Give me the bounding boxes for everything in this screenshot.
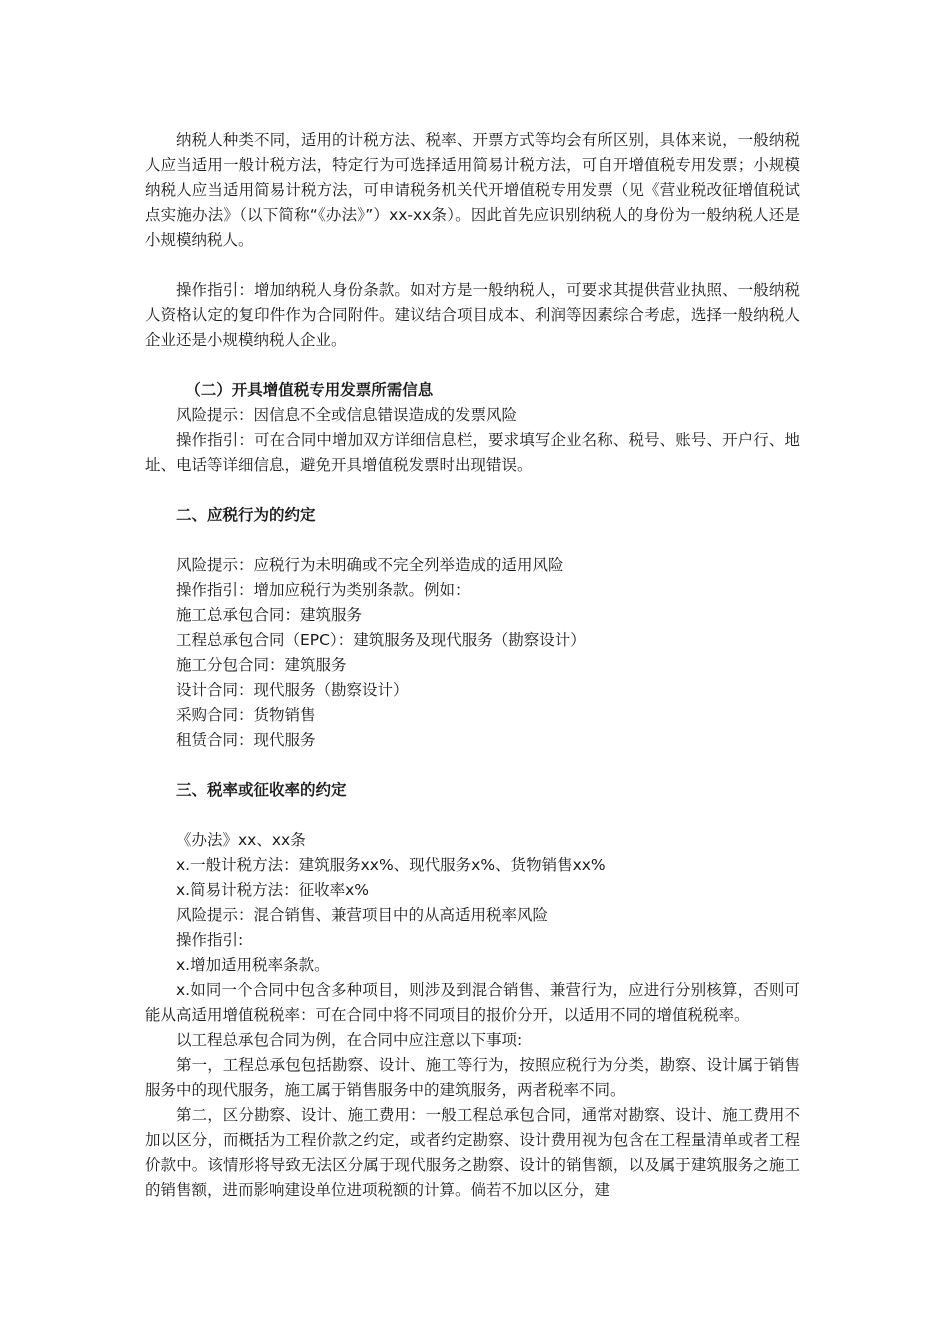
epc-example-intro: 以工程总承包合同为例，在合同中应注意以下事项:	[176, 1031, 523, 1049]
list-item: 工程总承包合同（EPC）：建筑服务及现代服务（勘察设计）	[176, 631, 586, 649]
identity-guide-paragraph: 操作指引：增加纳税人身份条款。如对方是一般纳税人，可要求其提供营业执照、一般纳税人资格认定的复印件作为合同附件。建议结合项目成本、利润等因素综合考虑，选择一般纳税人企业还是小规模纳税人企业。	[145, 281, 800, 349]
rate-guide-item: x.增加适用税率条款。	[176, 956, 330, 974]
list-item: 施工分包合同：建筑服务	[176, 656, 347, 674]
spacer	[145, 528, 800, 553]
spacer	[145, 253, 800, 278]
rate-reference-line: 《办法》xx、xx条	[176, 831, 306, 849]
intro-paragraph: 纳税人种类不同，适用的计税方法、税率、开票方式等均会有所区别，具体来说，一般纳税人应当适用一般计税方法，特定行为可选择适用简易计税方法，可自开增值税专用发票；小规模纳税人应当适用简易计税方法，可申请税务机关代开增值税专用发票（见《营业税改征增值税试点实施办法》（以下简称“《办法》”）xx-xx条）。因此首先应识别纳税人的身份为一般纳税人还是小规模纳税人。	[145, 131, 800, 249]
spacer	[145, 753, 800, 778]
list-item: 设计合同：现代服务（勘察设计）	[176, 681, 409, 699]
taxable-guide-line: 操作指引：增加应税行为类别条款。例如：	[176, 581, 471, 599]
taxable-behavior-heading: 二、应税行为的约定	[176, 506, 316, 524]
simple-method-line: x.简易计税方法：征收率x%	[176, 881, 370, 899]
general-method-line: x.一般计税方法：建筑服务xx%、现代服务x%、货物销售xx%	[176, 856, 606, 874]
list-item: 租赁合同：现代服务	[176, 731, 316, 749]
first-point-paragraph: 第一，工程总承包包括勘察、设计、施工等行为，按照应税行为分类，勘察、设计属于销售服务中的现代服务，施工属于销售服务中的建筑服务，两者税率不同。	[145, 1056, 800, 1099]
second-point-paragraph: 第二，区分勘察、设计、施工费用：一般工程总承包合同，通常对勘察、设计、施工费用不加以区分，而概括为工程价款之约定，或者约定勘察、设计费用视为包含在工程量清单或者工程价款中。该情形将导致无法区分属于现代服务之勘察、设计的销售额，以及属于建筑服务之施工的销售额，进而影响建设单位进项税额的计算。倘若不加以区分，建	[145, 1106, 800, 1199]
rate-guide-label: 操作指引:	[176, 931, 244, 949]
rate-risk-line: 风险提示：混合销售、兼营项目中的从高适用税率风险	[176, 906, 549, 924]
invoice-risk-line: 风险提示：因信息不全或信息错误造成的发票风险	[176, 406, 518, 424]
list-item: 施工总承包合同：建筑服务	[176, 606, 363, 624]
taxable-risk-line: 风险提示：应税行为未明确或不完全列举造成的适用风险	[176, 556, 564, 574]
mixed-sales-paragraph: x.如同一个合同中包含多种项目，则涉及到混合销售、兼营行为，应进行分别核算，否则可能从高适用增值税税率：可在合同中将不同项目的报价分开，以适用不同的增值税税率。	[145, 981, 800, 1024]
spacer	[145, 353, 800, 378]
document-page	[145, 128, 800, 1203]
tax-rate-heading: 三、税率或征收率的约定	[176, 781, 347, 799]
spacer	[145, 478, 800, 503]
spacer	[145, 803, 800, 828]
list-item: 采购合同：货物销售	[176, 706, 316, 724]
invoice-info-heading: （二）开具增值税专用发票所需信息	[185, 381, 434, 399]
invoice-guide-paragraph: 操作指引：可在合同中增加双方详细信息栏，要求填写企业名称、税号、账号、开户行、地址、电话等详细信息，避免开具增值税发票时出现错误。	[145, 431, 800, 474]
